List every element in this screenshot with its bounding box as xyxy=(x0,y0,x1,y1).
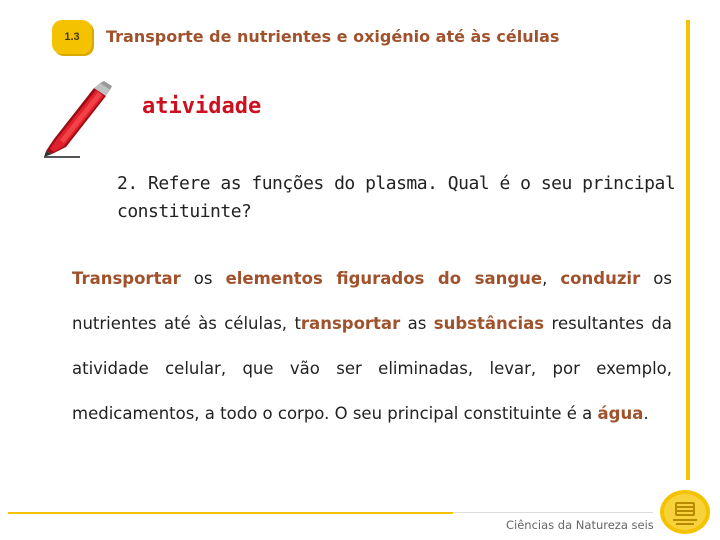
answer-segment: . xyxy=(643,404,649,423)
section-number: 1.3 xyxy=(64,31,80,43)
answer-keyword: conduzir xyxy=(560,269,641,288)
answer-keyword: ransportar xyxy=(300,314,401,333)
question-text: 2. Refere as funções do plasma. Qual é o seu principal constituinte? xyxy=(117,173,676,222)
answer-keyword: Transportar xyxy=(72,269,181,288)
answer-keyword: água xyxy=(597,404,644,423)
answer-segment: os xyxy=(180,269,226,288)
answer-keyword: substâncias xyxy=(433,314,545,333)
answer-segment: resultantes da atividade celular, que vão ser eliminadas, levar, por exemplo, medicamentos, a todo o corpo. O seu principal constituinte é a xyxy=(72,314,672,423)
answer-keyword: elementos figurados do sangue xyxy=(225,269,543,288)
pencil-icon xyxy=(40,80,120,160)
footer-divider xyxy=(8,512,453,514)
answer-text xyxy=(72,256,672,436)
section-badge xyxy=(52,20,92,54)
answer-segment: , xyxy=(542,269,561,288)
right-divider xyxy=(686,20,690,480)
answer-segment: os nutrientes até às células, t xyxy=(72,269,672,333)
footer-divider-thin xyxy=(453,512,653,513)
activity-heading: atividade xyxy=(142,94,262,119)
footer-book-title: Ciências da Natureza seis xyxy=(506,518,654,532)
publisher-logo xyxy=(658,488,712,536)
page-title: Transporte de nutrientes e oxigénio até às células xyxy=(106,27,560,46)
answer-segment: as xyxy=(400,314,434,333)
